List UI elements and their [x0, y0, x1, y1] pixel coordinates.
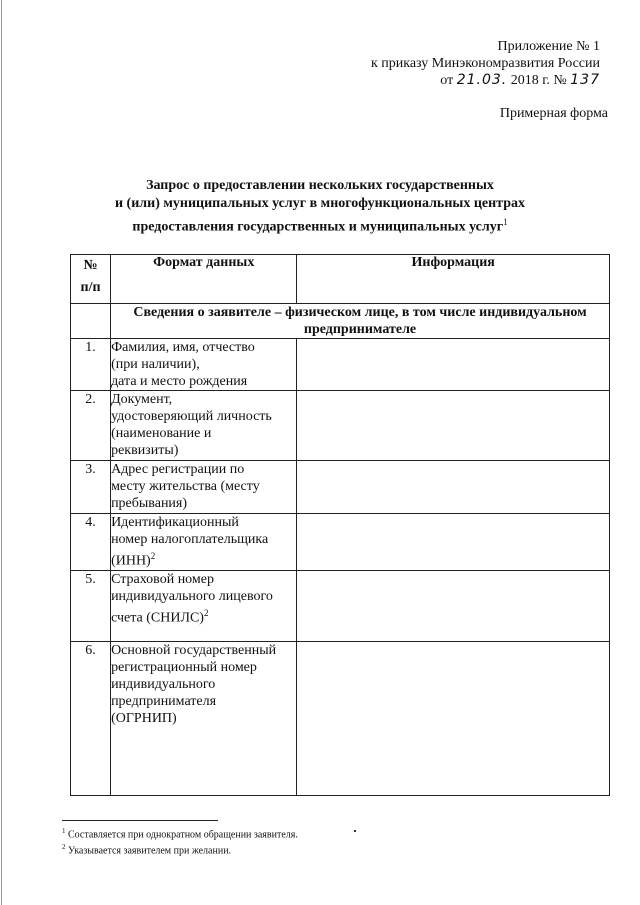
column-header-format: Формат данных — [111, 255, 297, 304]
footnote-mark: 1 — [62, 827, 66, 835]
format-text-line: Идентификационный — [111, 515, 239, 530]
data-format-cell — [111, 461, 297, 514]
information-cell[interactable] — [297, 514, 610, 571]
document-title — [90, 177, 550, 237]
scan-speck — [354, 830, 356, 832]
section-title: Сведения о заявителе – физическом лице, в том числе индивидуальном предпринимателе — [111, 304, 610, 339]
row-number: 3. — [71, 461, 111, 514]
format-text-line: пребывания) — [111, 496, 188, 511]
format-text-line: (при наличии), — [111, 357, 200, 372]
data-format-cell — [111, 570, 297, 641]
order-date-line — [300, 72, 600, 89]
format-text-line: Фамилия, имя, отчество — [111, 340, 255, 355]
format-text-line: (ИНН)$^2$ — [111, 551, 156, 569]
handwritten-order-number: 137 — [570, 72, 600, 88]
title-line-3 — [90, 213, 550, 237]
information-cell[interactable] — [297, 570, 610, 641]
information-cell[interactable] — [297, 339, 610, 391]
table-row — [71, 339, 610, 391]
row-number: 6. — [71, 641, 111, 795]
information-cell[interactable] — [297, 641, 610, 795]
footnote-mark: 2 — [62, 843, 66, 852]
column-header-info: Информация — [297, 255, 610, 304]
data-format-cell — [111, 391, 297, 461]
format-text-line: номер налогоплательщика — [111, 532, 269, 547]
format-text-line: счета (СНИЛС)$^2$ — [111, 607, 209, 626]
section-row — [71, 304, 610, 339]
data-format-cell — [111, 514, 297, 571]
title-line-2: и (или) муниципальных услуг в многофункциональных центрах — [114, 196, 526, 211]
footnote-mark: 2 — [203, 607, 209, 618]
footnote-mark: 2 — [150, 551, 156, 561]
format-text-line: Страховой номер — [111, 571, 214, 587]
format-text-line: индивидуального — [111, 676, 216, 692]
format-text-line: (наименование и — [111, 426, 212, 441]
format-text-line: предпринимателя — [111, 693, 217, 709]
format-text-line: дата и место рождения — [111, 374, 248, 389]
order-reference: к приказу Минэкономразвития России — [370, 56, 600, 71]
header-number-sign: № — [83, 258, 98, 273]
row-number: 1. — [71, 339, 111, 391]
format-text-line: удостоверяющий личность — [111, 409, 272, 424]
format-text-line: месту жительства (месту — [111, 479, 260, 494]
footnote-text: Составляется при однократном обращении заявителя. — [65, 829, 298, 841]
column-header-number — [71, 255, 111, 304]
row-number: 2. — [71, 391, 111, 461]
format-text-line: Адрес регистрации по — [111, 462, 245, 477]
section-number-cell — [71, 304, 111, 339]
table-row — [71, 570, 610, 641]
footnotes — [62, 825, 298, 858]
format-text-line: реквизиты) — [111, 443, 179, 458]
table-header-row — [71, 255, 610, 304]
data-format-cell — [111, 339, 297, 391]
footnote-item — [62, 825, 298, 841]
information-cell[interactable] — [297, 391, 610, 461]
date-prefix: от — [440, 73, 454, 88]
footnote-text: Указывается заявителем при желании. — [65, 845, 232, 857]
header-number-abbr: п/п — [80, 280, 101, 295]
format-text-line: регистрационный номер — [111, 659, 257, 675]
row-number: 4. — [71, 514, 111, 571]
request-form-table — [70, 254, 610, 796]
footnote-separator — [62, 820, 218, 821]
table-row — [71, 514, 610, 571]
title-line-1: Запрос о предоставлении нескольких государственных — [146, 178, 494, 193]
row-number: 5. — [71, 570, 111, 641]
format-text-line: Документ, — [111, 392, 173, 407]
form-type-label: Примерная форма — [499, 106, 608, 121]
table-row — [71, 641, 610, 795]
handwritten-date: 21.03. — [456, 72, 508, 88]
title-footnote-mark: 1 — [503, 217, 508, 227]
appendix-header — [300, 38, 600, 89]
format-text-line: индивидуального лицевого — [111, 588, 273, 604]
appendix-label: Приложение № 1 — [497, 39, 600, 54]
table-row — [71, 461, 610, 514]
order-year: 2018 г. № — [510, 73, 567, 88]
footnote-item — [62, 841, 298, 857]
format-text-line: Основной государственный — [111, 642, 277, 658]
title-line-3-text: предоставления государственных и муниципальных услуг — [132, 219, 504, 235]
page-edge — [1, 0, 2, 905]
information-cell[interactable] — [297, 461, 610, 514]
format-text-line: (ОГРНИП) — [111, 710, 177, 726]
data-format-cell — [111, 641, 297, 795]
table-row — [71, 391, 610, 461]
